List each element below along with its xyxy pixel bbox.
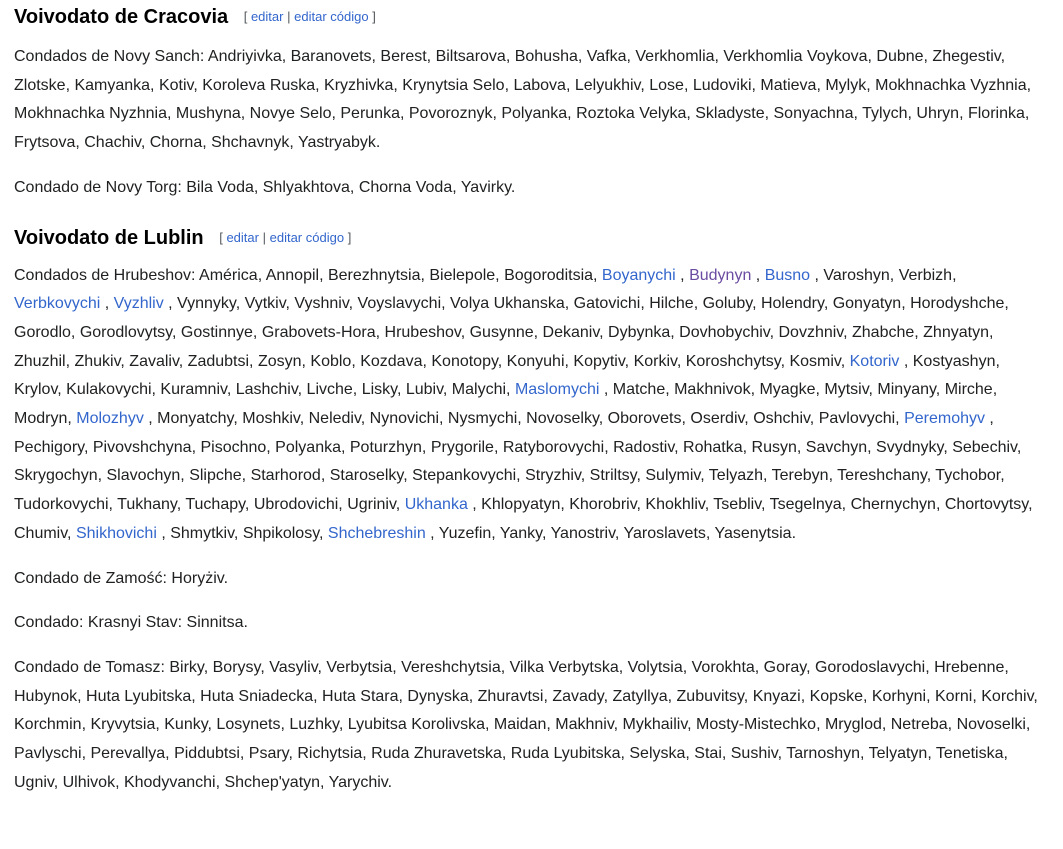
edit-bracket-open: [ <box>219 229 223 245</box>
text-run: , Monyatchy, Moshkiv, Nelediv, Nynovichi, Nysmychi, Novoselky, Oborovets, Oserdiv, Oshchiv, Pavlovychi, <box>143 410 905 428</box>
wikilink-molozhyv[interactable]: Molozhyv <box>76 410 144 428</box>
text-run: , Khlopyatyn, Khorobriv, Khokhliv, Tsebliv, Tsegelnya, Chernychyn, Chortovytsy, Chumiv, <box>14 496 1033 542</box>
section-heading <box>14 203 1040 251</box>
wikilink-shchebreshin[interactable]: Shchebreshin <box>327 524 426 542</box>
wikilink-shikhovichi[interactable]: Shikhovichi <box>75 524 157 542</box>
text-run: , Varoshyn, Verbizh, <box>810 266 957 284</box>
paragraph-novy-torg: Condado de Novy Torg: Bila Voda, Shlyakhtova, Chorna Voda, Yavirky. <box>14 178 516 196</box>
edit-section-links <box>244 9 376 24</box>
text-run: , <box>675 266 690 284</box>
edit-source-link[interactable]: editar código <box>294 9 369 24</box>
wikilink-maslomychi[interactable]: Maslomychi <box>514 381 600 399</box>
wikilink-peremohyv[interactable]: Peremohyv <box>904 410 985 428</box>
wikilink-busno[interactable]: Busno <box>764 266 811 284</box>
paragraph-tomasz: Condado de Tomasz: Birky, Borysy, Vasyliv, Verbytsia, Vereshchytsia, Vilka Verbytska, Volytsia, Vorokhta, Goray, Gorodoslavychi, Hrebenne, Hubynok, Huta Lyubitska, Huta Sniadecka, Huta Stara, Dynyska, Zhuravtsi, Zavady, Zatyllya, Zubuvitsy, Knyazi, Kopske, Korhyni, Korni, Korchiv, Korchmin, Kryvytsia, Kunky, Losynets, Luzhky, Lyubitsa Korolivska, Maidan, Makhniv, Mykhailiv, Mosty-Mistechko, Mryglod, Netreba, Novoselki, Pavlyschi, Perevallya, Piddubtsi, Psary, Richytsia, Ruda Zhuravetska, Ruda Lyubitska, Selyska, Stai, Sushiv, Tarnoshyn, Telyatyn, Tenetiska, Ugniv, Ulhivok, Khodyvanchi, Shchep'yatyn, Yarychiv. <box>14 658 1038 791</box>
wikilink-ukhanka[interactable]: Ukhanka <box>404 496 468 514</box>
edit-link[interactable]: editar <box>226 229 259 245</box>
edit-bracket-close: ] <box>347 229 352 245</box>
section-cracovia <box>14 0 1040 203</box>
edit-link[interactable]: editar <box>250 9 284 24</box>
edit-separator: | <box>262 229 266 245</box>
paragraph-novy-sanch: Condados de Novy Sanch: Andriyivka, Baranovets, Berest, Biltsarova, Bohusha, Vafka, Verkhomlia, Verkhomlia Voykova, Dubne, Zhegestiv, Zlotske, Kamyanka, Kotiv, Koroleva Ruska, Kryzhivka, Krynytsia Selo, Labova, Lelyukhiv, Lose, Ludoviki, Matieva, Mylyk, Mokhnachka Vyzhnia, Mokhnachka Nyzhnia, Mushyna, Novye Selo, Perunka, Povoroznyk, Polyanka, Roztoka Velyka, Skladyste, Sonyachna, Tylych, Uhryn, Florinka, Frytsova, Chachiv, Chorna, Shchavnyk, Yastryabyk. <box>14 48 1032 152</box>
paragraph-krasnyi-stav: Condado: Krasnyi Stav: Sinnitsa. <box>14 614 248 632</box>
wikilink-verbkovychi[interactable]: Verbkovychi <box>14 295 101 313</box>
wikilink-boyanychi[interactable]: Boyanychi <box>601 266 676 284</box>
text-run: , <box>751 266 765 284</box>
paragraph-zamosc: Condado de Zamość: Horyżiv. <box>14 569 229 587</box>
paragraph-hrubeshov <box>14 262 1040 549</box>
section-heading <box>14 0 1040 30</box>
text-run: , <box>100 295 114 313</box>
edit-bracket-close: ] <box>372 9 376 24</box>
wikilink-vyzhliv[interactable]: Vyzhliv <box>113 295 164 313</box>
text-run: , Matche, Makhnivok, Myagke, Mytsiv, Minyany, Mirche, Modryn, <box>14 381 998 428</box>
section-title: Voivodato de Lublin <box>14 226 204 249</box>
section-lublin <box>14 203 1040 798</box>
wikilink-budynyn[interactable]: Budynyn <box>689 266 752 284</box>
text-run: , Vynnyky, Vytkiv, Vyshniv, Voyslavychi, Volya Ukhanska, Gatovichi, Hilche, Goluby, Holendry, Gonyatyn, Horodyshche, Gorodlo, Gorodlovytsy, Gostinnye, Grabovets-Hora, Hrubeshov, Gusynne, Dekaniv, Dybynka, Dovhobychiv, Dovzhniv, Zhabche, Zhnyatyn, Zhuzhil, Zhukiv, Zavaliv, Zadubtsi, Zosyn, Koblo, Kozdava, Konotopy, Konyuhi, Kopytiv, Korkiv, Koroshchytsy, Kosmiv, <box>14 295 1009 370</box>
edit-separator: | <box>287 9 291 24</box>
text-run: , Kostyashyn, Krylov, Kulakovychi, Kuramniv, Lashchiv, Livche, Lisky, Lubiv, Malychi, <box>14 352 1000 399</box>
text-run: Condados de Hrubeshov: América, Annopil, Berezhnytsia, Bielepole, Bogoroditsia, <box>14 266 602 284</box>
edit-source-link[interactable]: editar código <box>269 229 345 245</box>
text-run: , Shmytkiv, Shpikolosy, <box>156 524 328 542</box>
text-run: , Yuzefin, Yanky, Yanostriv, Yaroslavets, Yasenytsia. <box>425 524 797 542</box>
text-run: , Pechigory, Pivovshchyna, Pisochno, Polyanka, Poturzhyn, Prygorile, Ratyborovychi, Radostiv, Rohatka, Rusyn, Savchyn, Svydnyky, Sebechiv, Skrygochyn, Slavochyn, Slipche, Starhorod, Staroselky, Stepankovychi, Stryzhiv, Striltsy, Sulymiv, Telyazh, Terebyn, Tereshchany, Tychobor, Tudorkovychi, Tukhany, Tuchapy, Ubrodovichi, Ugriniv, <box>14 410 1022 514</box>
wikilink-kotoriv[interactable]: Kotoriv <box>849 352 900 370</box>
section-title: Voivodato de Cracovia <box>14 6 229 28</box>
edit-bracket-open: [ <box>243 9 248 24</box>
edit-section-links <box>219 230 351 245</box>
